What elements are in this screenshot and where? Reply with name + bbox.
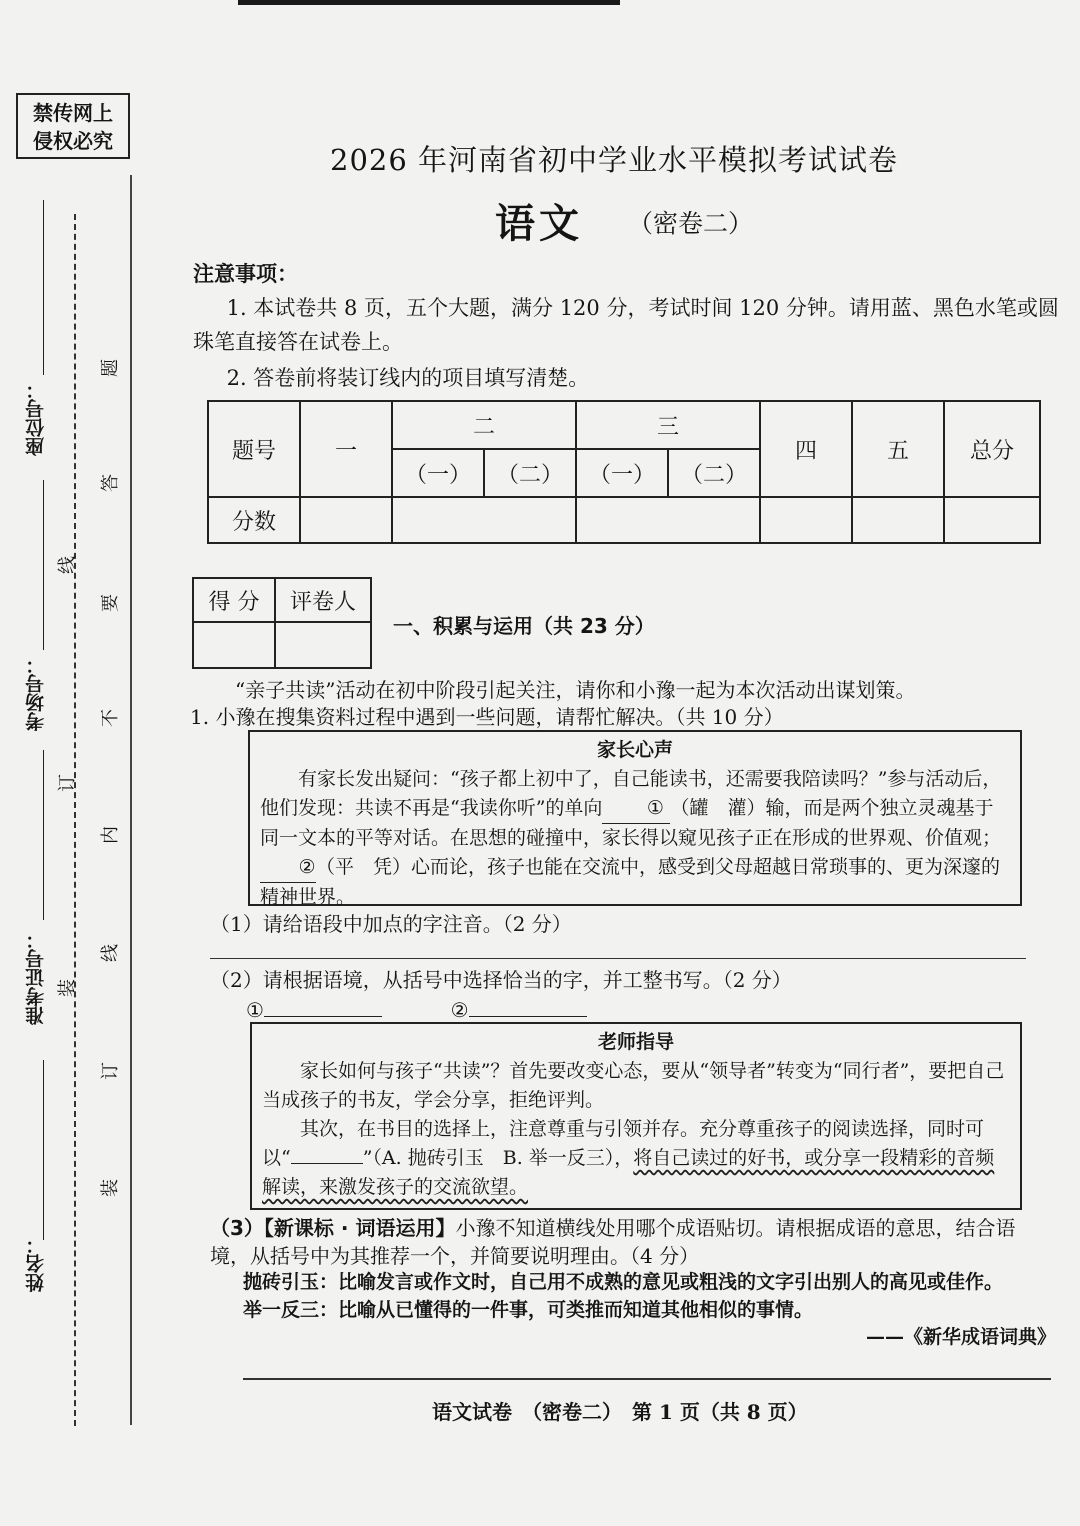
- col-three-sub2: （二）: [668, 449, 760, 497]
- question-1-3: [210, 1214, 1040, 1270]
- answer-line[interactable]: [210, 958, 1026, 959]
- box1-text-a: 有家长发出疑问：“孩子都上初中了，自己能读书，还需要我陪读吗？”参与活动后，他们发现：共读不再是“我读你听”的单向: [260, 768, 1002, 819]
- box2-paragraph-1: 家长如何与孩子“共读”？首先要改变心态，要从“领导者”转变为“同行者”，要把自己当成孩子的书友，学会分享，拒绝评判。: [262, 1060, 1005, 1111]
- binding-char: 订: [57, 774, 78, 792]
- col-two-sub1: （一）: [392, 449, 484, 497]
- row-label-number: 题号: [208, 401, 300, 497]
- seat-label: 座位号：: [25, 380, 47, 456]
- answer-blank-1[interactable]: [264, 996, 382, 1017]
- q1-3-text: 小豫不知道横线处用哪个成语贴切。请根据成语的意思，结合语境，从括号中为其推荐一个，并简要说明理由。（4 分）: [210, 1216, 1016, 1268]
- col-one: 一: [300, 401, 392, 497]
- binding-char: 装: [100, 1179, 121, 1197]
- ticket-fill-line: [43, 750, 44, 920]
- dictionary-source: ——《新华成语词典》: [866, 1326, 1057, 1348]
- score-cell[interactable]: [392, 497, 576, 543]
- question-1: 1. 小豫在搜集资料过程中遇到一些问题，请帮忙解决。（共 10 分）: [190, 705, 784, 729]
- box-paragraph: [260, 765, 1010, 912]
- col-total: 总分: [944, 401, 1040, 497]
- subject-title: 语文: [495, 200, 583, 247]
- binding-char: 内: [100, 826, 121, 844]
- idiom-blank[interactable]: [291, 1145, 363, 1164]
- box2-text-a: 其次，在书目的选择上，注意尊重与引领并存。充分尊重孩子的阅读选择，同时可以“: [262, 1118, 985, 1169]
- grader-table: [192, 577, 372, 669]
- col-two: 二: [392, 401, 576, 449]
- notice-heading: 注意事项：: [193, 262, 298, 286]
- notice-item-2: 2. 答卷前将装订线内的项目填写清楚。: [226, 366, 590, 390]
- seat-fill-line: [43, 200, 44, 375]
- score-cell[interactable]: [300, 497, 392, 543]
- binding-char: 答: [100, 474, 121, 492]
- score-cell[interactable]: [760, 497, 852, 543]
- notice-item-1: 1. 本试卷共 8 页，五个大题，满分 120 分，考试时间 120 分钟。请用蓝、黑色水笔或圆珠笔直接答在试卷上。: [193, 296, 1059, 354]
- row-label-score: 分数: [208, 497, 300, 543]
- name-label: 姓名：: [25, 1235, 47, 1292]
- room-fill-line: [43, 480, 44, 650]
- binding-char: 装: [57, 979, 78, 997]
- copyright-stamp: [16, 93, 130, 159]
- teacher-guide-box: [250, 1022, 1022, 1210]
- question-1-1: （1）请给语段中加点的字注音。（2 分）: [210, 912, 572, 936]
- section-title: 一、积累与运用（共 23 分）: [393, 614, 655, 638]
- subject-subtitle: （密卷二）: [628, 209, 754, 238]
- blank-2: ②: [260, 853, 316, 883]
- wavy-underlined-text: 将自己读过的好书，或分享一段精彩的音频解读，来激发孩子的交流欲望。: [262, 1147, 995, 1198]
- top-edge-bar: [238, 0, 620, 5]
- grader-score-cell[interactable]: [193, 622, 275, 668]
- binding-solid-line: [130, 175, 132, 1425]
- score-table: [207, 400, 1041, 544]
- section-intro: “亲子共读”活动在初中阶段引起关注，请你和小豫一起为本次活动出谋划策。: [235, 678, 916, 702]
- box-heading: 老师指导: [597, 1031, 674, 1053]
- ticket-label: 准考证号：: [25, 930, 47, 1025]
- answer-label-2: ②: [450, 998, 469, 1022]
- q1-3-tag: （3）【新课标 · 词语运用】: [210, 1216, 456, 1240]
- box1-text-b: 输，而是两个独立灵魂基于同一文本的平等对话。在思想的碰撞中，家长得以窥见孩子正在形成的世界观、价值观；: [260, 797, 1002, 849]
- col-five: 五: [852, 401, 944, 497]
- blank-1: ①: [602, 794, 670, 824]
- idiom-definition-2: 举一反三：比喻从已懂得的一件事，可类推而知道其他相似的事情。: [243, 1299, 814, 1321]
- binding-char: 要: [100, 594, 121, 612]
- binding-char: 订: [100, 1062, 121, 1080]
- binding-char: 线: [100, 944, 121, 962]
- parent-voice-box: [248, 730, 1022, 906]
- page-footer: 语文试卷 （密卷二） 第 1 页（共 8 页）: [432, 1400, 808, 1424]
- grader-reviewer-cell[interactable]: [275, 622, 371, 668]
- binding-char: 不: [100, 709, 121, 727]
- box1-choice-1: （罐 灌）: [670, 797, 766, 819]
- binding-char: 题: [100, 359, 121, 377]
- question-1-2: （2）请根据语境，从括号中选择恰当的字，并工整书写。（2 分）: [210, 968, 792, 992]
- name-fill-line: [43, 1060, 44, 1240]
- box-heading: 家长心声: [596, 739, 673, 761]
- box2-text-b: ”（A. 抛砖引玉 B. 举一反三），: [362, 1147, 634, 1169]
- stamp-line-1: 禁传网上: [33, 101, 113, 125]
- grader-reviewer-label: 评卷人: [275, 578, 371, 622]
- score-cell[interactable]: [944, 497, 1040, 543]
- binding-char: 线: [57, 556, 78, 574]
- footer-rule: [243, 1378, 1051, 1380]
- stamp-line-2: 侵权必究: [33, 129, 113, 153]
- grader-score-label: 得 分: [193, 578, 275, 622]
- binding-dashed-line: [74, 214, 76, 1426]
- col-three-sub1: （一）: [576, 449, 668, 497]
- col-three: 三: [576, 401, 760, 449]
- answer-blank-2[interactable]: [469, 996, 587, 1017]
- exam-title: 2026 年河南省初中学业水平模拟考试试卷: [330, 143, 899, 177]
- score-cell[interactable]: [576, 497, 760, 543]
- answer-label-1: ①: [246, 998, 264, 1022]
- box1-text-c: 心而论，孩子也能在交流中，感受到父母超越日常琐事的、更为深邃的精神世界。: [260, 856, 1001, 908]
- score-cell[interactable]: [852, 497, 944, 543]
- q1-2-answer-row: [246, 996, 587, 1024]
- box2-paragraph-2: [262, 1115, 1010, 1202]
- col-four: 四: [760, 401, 852, 497]
- col-two-sub2: （二）: [484, 449, 576, 497]
- room-label: 考场号：: [25, 655, 47, 731]
- box1-choice-2: （平 凭）: [316, 856, 412, 878]
- idiom-definition-1: 抛砖引玉：比喻发言或作文时，自己用不成熟的意见或粗浅的文字引出别人的高见或佳作。: [243, 1271, 1004, 1293]
